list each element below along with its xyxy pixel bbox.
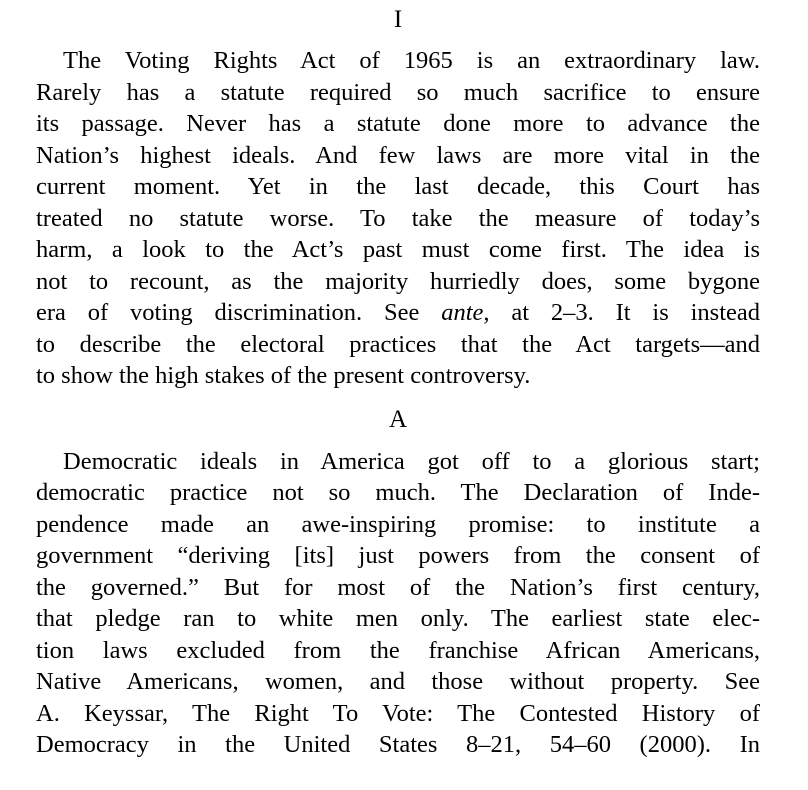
section-heading: I [393, 6, 403, 33]
subsection-heading: A [388, 405, 408, 433]
paragraph-line: A. Keyssar, The Right To Vote: The Contested History of [36, 699, 760, 727]
subsection-paragraph [36, 446, 760, 761]
paragraph-line: Nation’s highest ideals. And few laws are more vital in the [36, 141, 760, 169]
line-text: era of voting discrimination. See [36, 299, 442, 326]
paragraph-line: Democracy in the United States 8–21, 54–60 (2000). In [36, 731, 760, 758]
paragraph-line: democratic practice not so much. The Declaration of Inde- [36, 479, 760, 506]
paragraph-line: the governed.” But for most of the Nation’s first century, [36, 573, 760, 601]
paragraph-line: to describe the electoral practices that the Act targets—and [36, 330, 760, 358]
paragraph-line: Native Americans, women, and those without property. See [36, 668, 760, 695]
paragraph-line: pendence made an awe-inspiring promise: to institute a [36, 510, 760, 538]
paragraph-line: its passage. Never has a statute done more to advance the [36, 110, 760, 137]
paragraph-line: treated no statute worse. To take the measure of today’s [36, 204, 760, 232]
paragraph-line: The Voting Rights Act of 1965 is an extraordinary law. [63, 47, 760, 74]
paragraph-line: to show the high stakes of the present controversy. [36, 362, 531, 389]
paragraph-line: that pledge ran to white men only. The earliest state elec- [36, 605, 760, 632]
line-text: , at 2–3. It is instead [483, 299, 761, 326]
paragraph-line: Democratic ideals in America got off to a glorious start; [63, 447, 760, 475]
paragraph-line-citation [36, 297, 760, 329]
paragraph-line: not to recount, as the majority hurriedly does, some bygone [36, 267, 760, 295]
paragraph-line: current moment. Yet in the last decade, this Court has [36, 173, 760, 200]
opinion-page [36, 4, 760, 761]
paragraph-line: harm, a look to the Act’s past must come first. The idea is [36, 236, 760, 263]
section-paragraph [36, 45, 760, 392]
paragraph-line: government “deriving [its] just powers from the consent of [36, 542, 760, 569]
ante-citation: ante [441, 299, 484, 326]
paragraph-line: Rarely has a statute required so much sacrifice to ensure [36, 78, 760, 106]
paragraph-line: tion laws excluded from the franchise African Americans, [36, 636, 760, 664]
